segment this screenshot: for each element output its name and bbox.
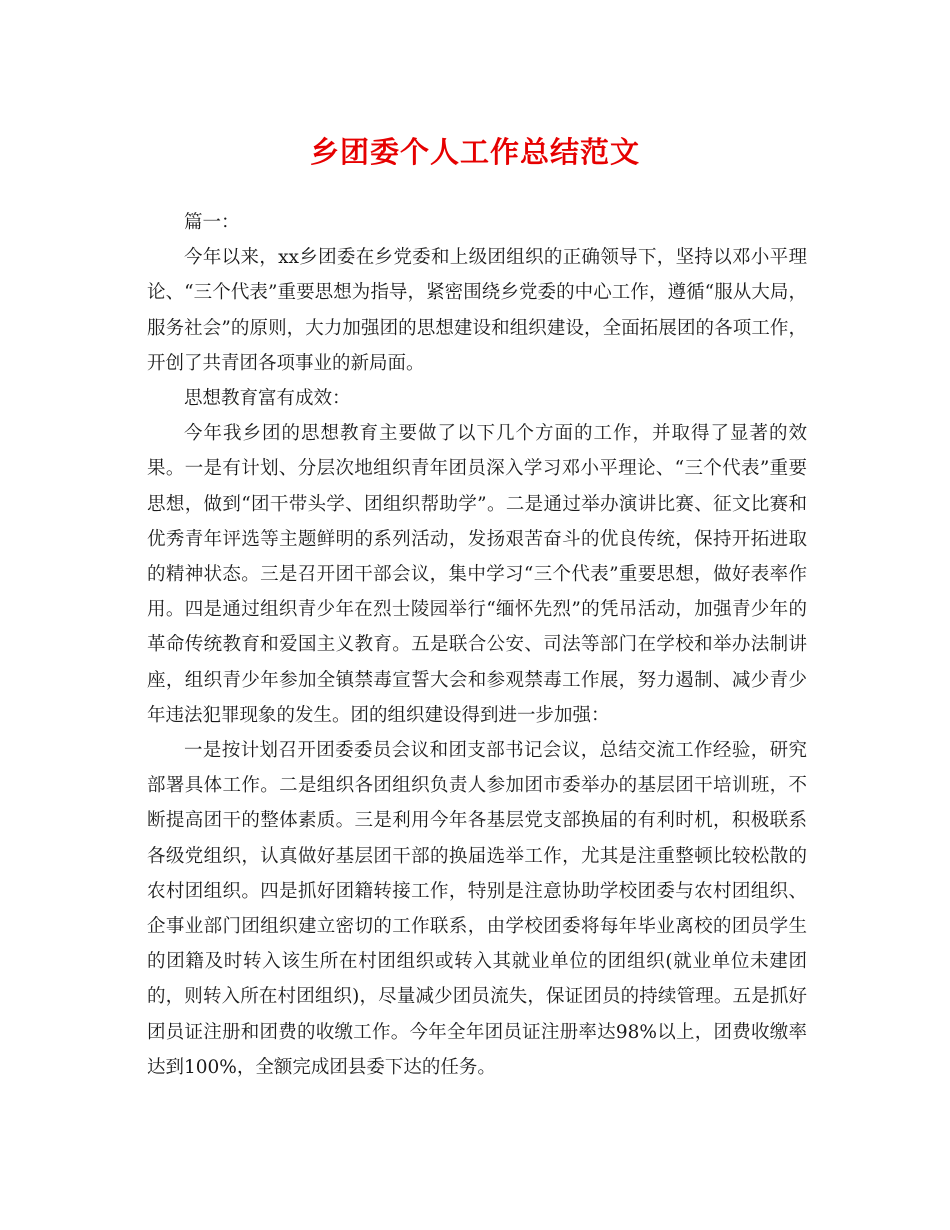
- document-body: [147, 205, 807, 1085]
- paragraph-heading-part-one: 篇一：: [184, 212, 240, 233]
- paragraph-intro: 今年以来，xx乡团委在乡党委和上级团组织的正确领导下，坚持以邓小平理论、“三个代表”重要思想为指导，紧密围绕乡党委的中心工作，遵循“服从大局，服务社会”的原则，大力加强团的思想建设和组织建设，全面拓展团的各项工作，开创了共青团各项事业的新局面。: [147, 247, 807, 374]
- document-title: 乡团委个人工作总结范文: [309, 135, 640, 169]
- paragraph-ideological-education: 今年我乡团的思想教育主要做了以下几个方面的工作，并取得了显著的效果。一是有计划、分层次地组织青年团员深入学习邓小平理论、“三个代表”重要思想，做到“团干带头学、团组织帮助学”。二是通过举办演讲比赛、征文比赛和优秀青年评选等主题鲜明的系列活动，发扬艰苦奋斗的优良传统，保持开拓进取的精神状态。三是召开团干部会议，集中学习“三个代表”重要思想，做好表率作用。四是通过组织青少年在烈士陵园举行“缅怀先烈”的凭吊活动，加强青少年的革命传统教育和爱国主义教育。五是联合公安、司法等部门在学校和举办法制讲座，组织青少年参加全镇禁毒宣誓大会和参观禁毒工作展，努力遏制、减少青少年违法犯罪现象的发生。团的组织建设得到进一步加强：: [147, 423, 807, 726]
- paragraph-organization-building: 一是按计划召开团委委员会议和团支部书记会议，总结交流工作经验，研究部署具体工作。二是组织各团组织负责人参加团市委举办的基层团干培训班，不断提高团干的整体素质。三是利用今年各基层党支部换届的有利时机，积极联系各级党组织，认真做好基层团干部的换届选举工作，尤其是注重整顿比较松散的农村团组织。四是抓好团籍转接工作，特别是注意协助学校团委与农村团组织、企事业部门团组织建立密切的工作联系，由学校团委将每年毕业离校的团员学生的团籍及时转入该生所在村团组织或转入其就业单位的团组织(就业单位未建团的，则转入所在村团组织)，尽量减少团员流失，保证团员的持续管理。五是抓好团员证注册和团费的收缴工作。今年全年团员证注册率达98%以上，团费收缴率达到100%，全额完成团县委下达的任务。: [147, 740, 807, 1078]
- paragraph-section-heading: 思想教育富有成效：: [184, 388, 351, 410]
